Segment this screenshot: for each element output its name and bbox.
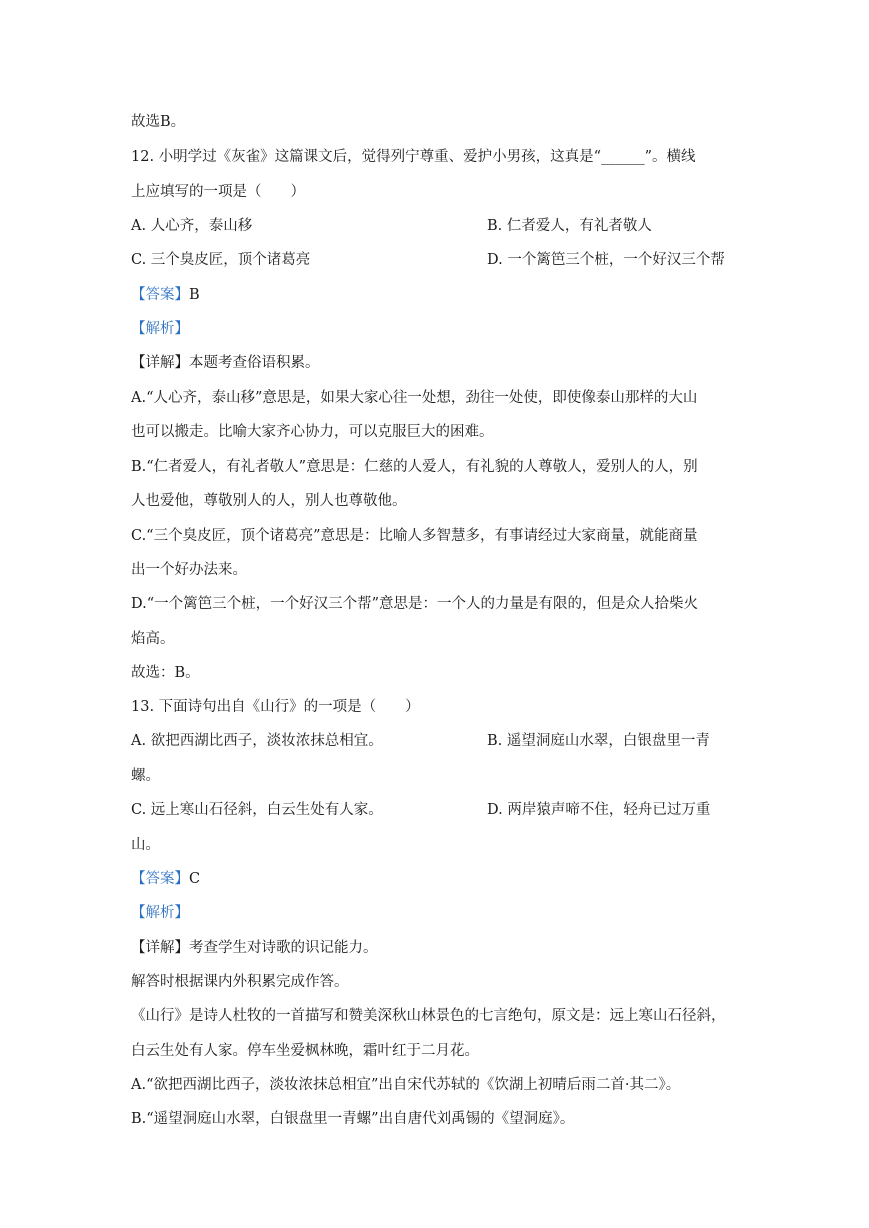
answer-value: C — [189, 871, 201, 887]
q12-analysis-tag: 【解析】 — [131, 321, 189, 337]
q12-option-a: A. 人心齐，泰山移 — [131, 218, 253, 234]
q13-body-line: A.“欲把西湖比西子，淡妆浓抹总相宜”出自宋代苏轼的《饮湖上初晴后雨二首·其二》。 — [131, 1077, 681, 1093]
detail-tag: 【详解】 — [131, 940, 189, 956]
answer-value: B — [189, 287, 200, 303]
q12-explanation-line: D.“一个篱笆三个桩，一个好汉三个帮”意思是：一个人的力量是有限的，但是众人拾柴火 — [131, 596, 699, 612]
answer-tag: 【答案】 — [131, 287, 189, 303]
q11-conclusion: 故选B。 — [131, 114, 186, 130]
q12-explanation-line: 出一个好办法来。 — [131, 562, 247, 578]
q13-detail — [131, 938, 378, 958]
q13-option-b-continued: 螺。 — [131, 768, 160, 784]
q12-stem-line1: 12. 小明学过《灰雀》这篇课文后，觉得列宁尊重、爱护小男孩，这真是“______”。横线 — [131, 149, 696, 165]
q12-explanation-line: 焰高。 — [131, 631, 175, 647]
q12-explanation-line: 人也爱他，尊敬别人的人，别人也尊敬他。 — [131, 493, 407, 509]
q12-answer — [131, 285, 200, 305]
q12-stem-line2: 上应填写的一项是（ ） — [131, 184, 305, 200]
detail-tag: 【详解】 — [131, 355, 189, 371]
q12-explanation-line: A.“人心齐，泰山移”意思是，如果大家心往一处想，劲往一处使，即使像泰山那样的大山 — [131, 390, 698, 406]
q13-option-b: B. 遥望洞庭山水翠，白银盘里一青 — [487, 733, 710, 749]
q13-body-line: 白云生处有人家。停车坐爱枫林晚，霜叶红于二月花。 — [131, 1043, 479, 1059]
q13-option-d-continued: 山。 — [131, 837, 160, 853]
q12-explanation-line: C.“三个臭皮匠，顶个诸葛亮”意思是：比喻人多智慧多，有事请经过大家商量，就能商量 — [131, 528, 698, 544]
q12-detail — [131, 353, 320, 373]
q12-explanation-line: 也可以搬走。比喻大家齐心协力，可以克服巨大的困难。 — [131, 424, 494, 440]
q12-option-d: D. 一个篱笆三个桩，一个好汉三个帮 — [487, 252, 725, 268]
q12-explanation-line: B.“仁者爱人，有礼者敬人”意思是：仁慈的人爱人，有礼貌的人尊敬人，爱别人的人，别 — [131, 459, 698, 475]
q13-stem: 13. 下面诗句出自《山行》的一项是（ ） — [131, 699, 420, 715]
q12-conclusion: 故选：B。 — [131, 665, 200, 681]
detail-text: 考查学生对诗歌的识记能力。 — [189, 940, 378, 956]
answer-tag: 【答案】 — [131, 871, 189, 887]
q13-analysis-tag: 【解析】 — [131, 905, 189, 921]
q13-option-a: A. 欲把西湖比西子，淡妆浓抹总相宜。 — [131, 733, 383, 749]
q13-body-line: 解答时根据课内外积累完成作答。 — [131, 974, 349, 990]
q13-body-line: 《山行》是诗人杜牧的一首描写和赞美深秋山林景色的七言绝句，原文是：远上寒山石径斜， — [131, 1008, 726, 1024]
q13-option-d: D. 两岸猿声啼不住，轻舟已过万重 — [487, 802, 711, 818]
q12-option-c: C. 三个臭皮匠，顶个诸葛亮 — [131, 252, 311, 268]
detail-text: 本题考查俗语积累。 — [189, 355, 320, 371]
q13-option-c: C. 远上寒山石径斜，白云生处有人家。 — [131, 802, 383, 818]
q12-option-b: B. 仁者爱人，有礼者敬人 — [487, 218, 652, 234]
q13-body-line: B.“遥望洞庭山水翠，白银盘里一青螺”出自唐代刘禹锡的《望洞庭》。 — [131, 1111, 575, 1127]
q13-answer — [131, 869, 200, 889]
